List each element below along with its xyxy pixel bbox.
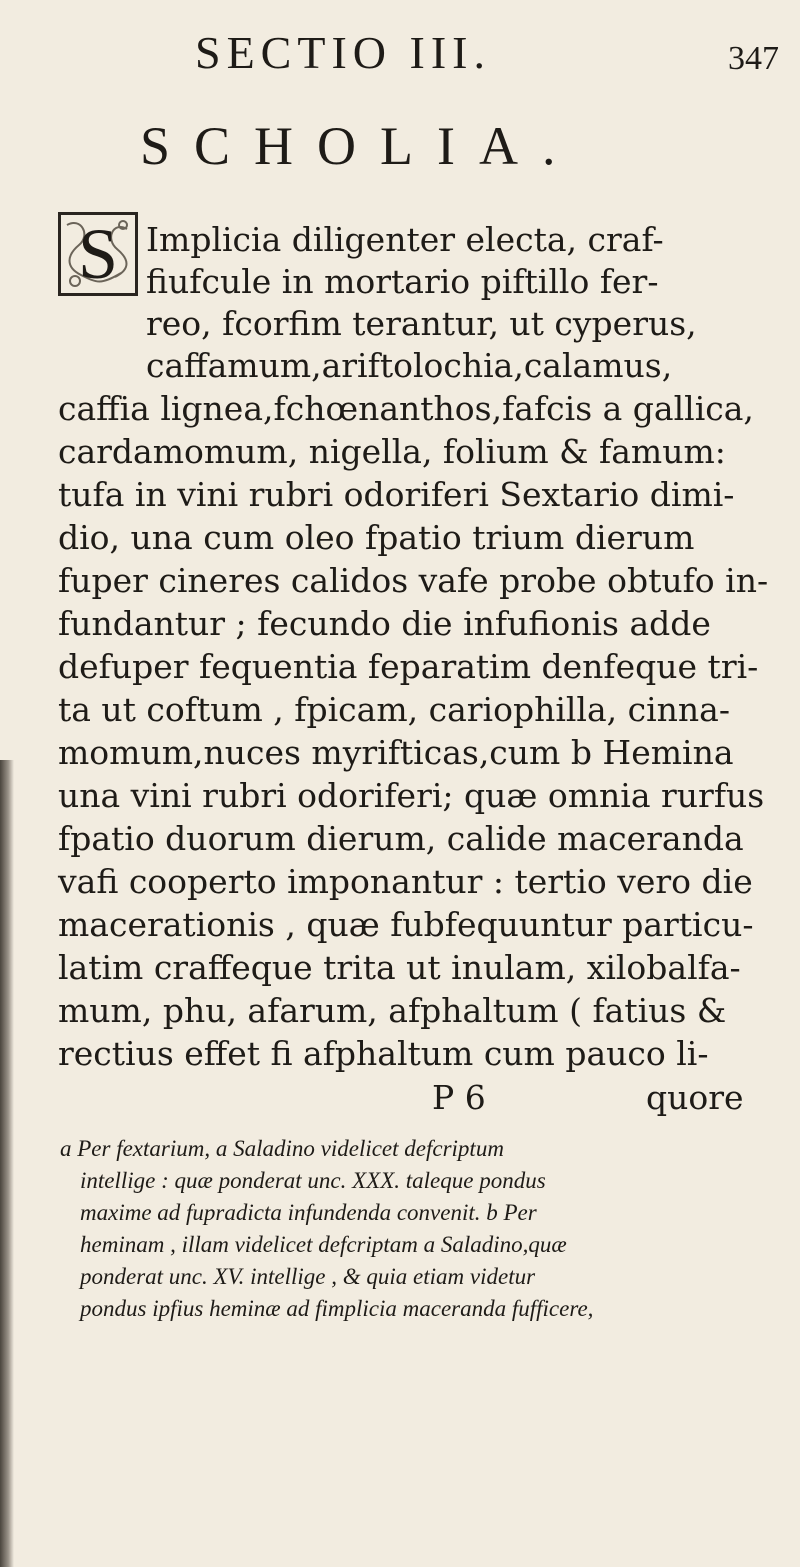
- page-edge-shadow: [0, 760, 14, 1567]
- text-line: vafi cooperto imponantur : tertio vero die: [58, 862, 753, 901]
- text-line: dio, una cum oleo fpatio trium dierum: [58, 518, 695, 557]
- text-line: reo, fcorfim terantur, ut cyperus,: [146, 304, 697, 343]
- section-title: SCHOLIA.: [140, 116, 580, 176]
- running-head: SECTIO III.: [195, 27, 491, 78]
- dropcap-letter: S: [77, 214, 119, 294]
- page-header: [0, 26, 800, 86]
- text-line: latim craffeque trita ut inulam, xilobalfa-: [58, 948, 741, 987]
- text-line: fiufcule in mortario piftillo fer-: [146, 262, 659, 301]
- text-line: tufa in vini rubri odoriferi Sextario dimi-: [58, 475, 735, 514]
- text-line: fuper cineres calidos vafe probe obtufo in-: [58, 561, 769, 600]
- text-line: mum, phu, afarum, afphaltum ( fatius &: [58, 991, 727, 1030]
- text-line: Implicia diligenter electa, craf-: [146, 220, 664, 259]
- text-line: ta ut coftum , fpicam, cariophilla, cinna-: [58, 690, 731, 729]
- footnote-line: heminam , illam videlicet defcriptam a Saladino,quæ: [80, 1232, 567, 1257]
- footnote-line: ponderat unc. XV. intellige , & quia etiam videtur: [80, 1264, 536, 1289]
- text-line: caffamum,ariftolochia,calamus,: [146, 346, 673, 385]
- text-line: fundantur ; fecundo die infufionis adde: [58, 604, 711, 643]
- footnote-line: maxime ad fupradicta infundenda convenit. b Per: [80, 1200, 537, 1225]
- catchword: quore: [646, 1078, 744, 1117]
- text-line: caffia lignea,fchœnanthos,fafcis a gallica,: [58, 389, 754, 428]
- text-line: rectius effet fi afphaltum cum pauco li-: [58, 1034, 709, 1073]
- page-number: 347: [728, 40, 779, 77]
- text-line: una vini rubri odoriferi; quæ omnia rurfus: [58, 776, 765, 815]
- text-line: momum,nuces myrifticas,cum b Hemina: [58, 733, 734, 772]
- footnote-line: a Per fextarium, a Saladino videlicet defcriptum: [60, 1136, 504, 1161]
- footnote-line: pondus ipfius heminæ ad fimplicia maceranda fufficere,: [80, 1296, 594, 1321]
- footnote-line: intellige : quæ ponderat unc. XXX. taleque pondus: [80, 1168, 546, 1193]
- text-line: cardamomum, nigella, folium & famum:: [58, 432, 726, 471]
- text-line: macerationis , quæ fubfequuntur particu-: [58, 905, 754, 944]
- text-line: defuper fequentia feparatim denfeque tri-: [58, 647, 759, 686]
- text-line: fpatio duorum dierum, calide macerandа: [58, 819, 744, 858]
- signature-mark: P 6: [432, 1078, 486, 1117]
- ornamental-initial: [58, 212, 138, 296]
